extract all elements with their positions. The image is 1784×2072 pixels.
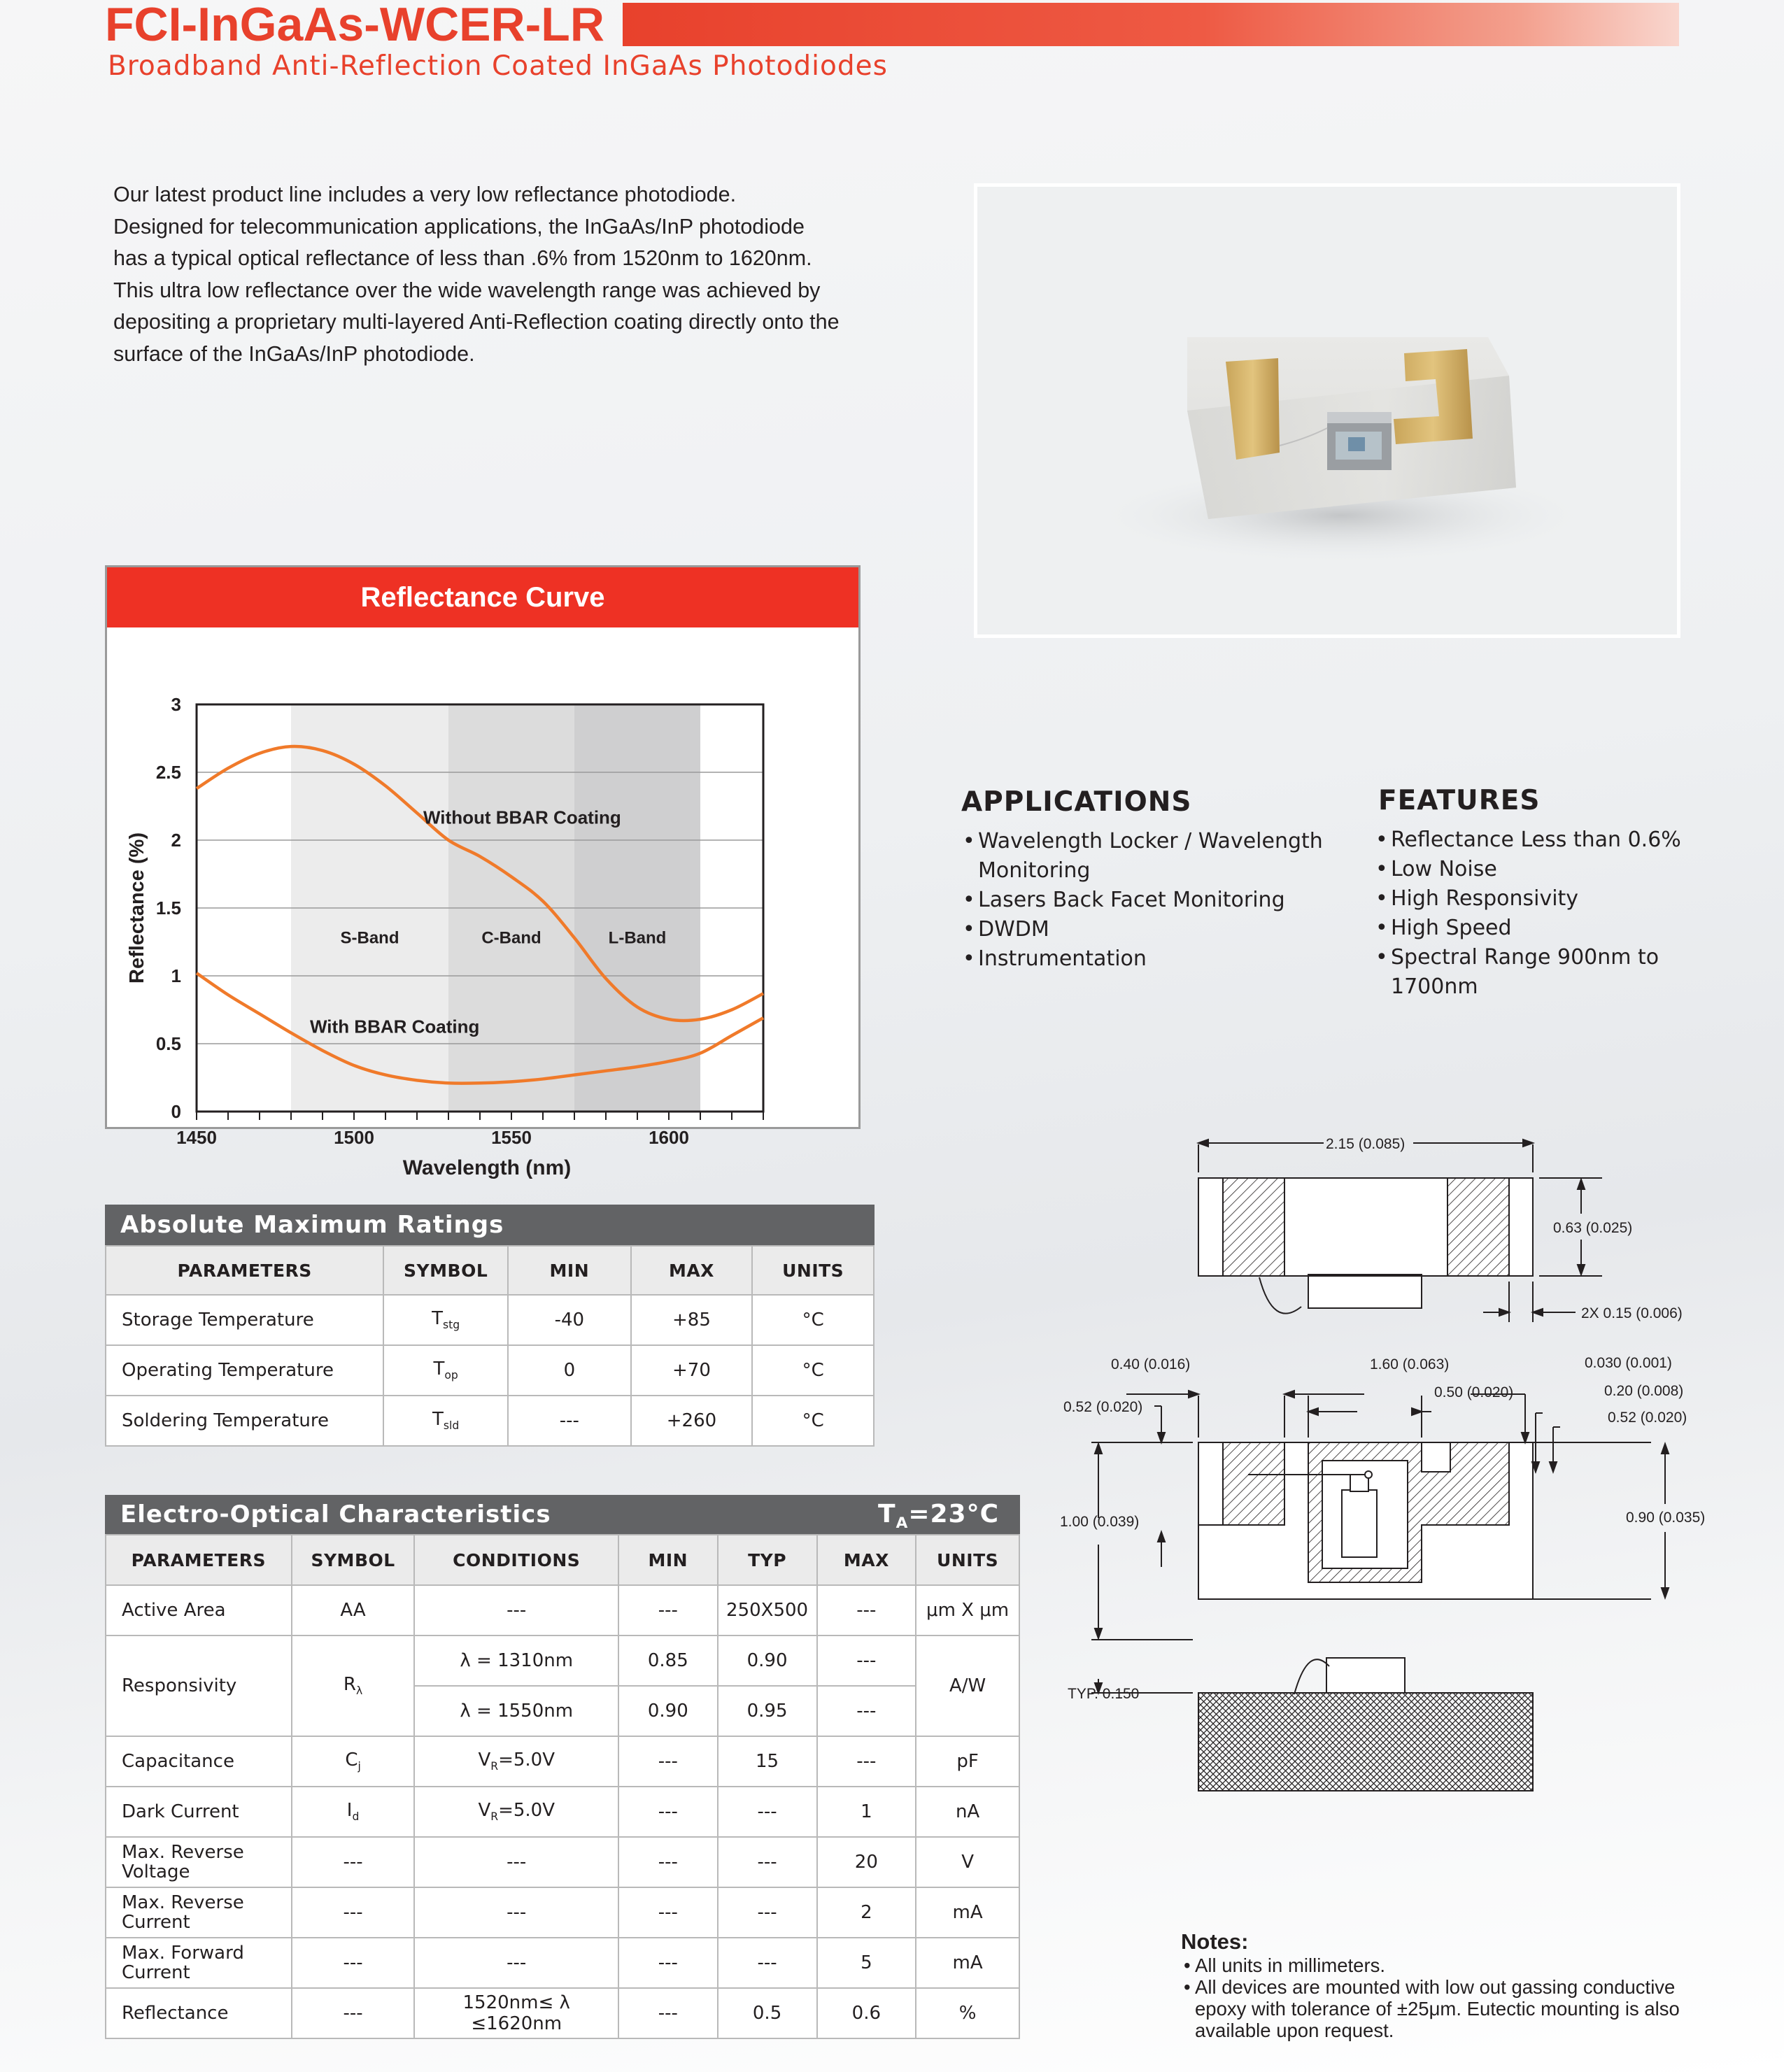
mechanical-drawing [1049, 1119, 1721, 1819]
amr-title: Absolute Maximum Ratings [105, 1205, 875, 1245]
front-view [1091, 1391, 1669, 1640]
eoc-col-units: UNITS [916, 1535, 1019, 1585]
eoc-conditions: --- [414, 1887, 618, 1938]
eoc-max: --- [817, 1635, 916, 1686]
eoc-max: --- [817, 1736, 916, 1787]
y-tick-label: 0.5 [155, 1033, 181, 1054]
x-axis-label: Wavelength (nm) [402, 1156, 572, 1179]
notes-item: • All units in millimeters. [1181, 1954, 1685, 1976]
side-view [1091, 1658, 1533, 1791]
table-row [106, 1988, 1019, 2038]
eoc-min: --- [618, 1988, 718, 2038]
eoc-symbol: --- [292, 1938, 415, 1988]
amr-col-parameters: PARAMETERS [106, 1246, 383, 1295]
table-row [106, 1938, 1019, 1988]
amr-max: +85 [631, 1295, 753, 1345]
intro-line: Our latest product line includes a very low reflectance photodiode. [113, 183, 737, 206]
amr-table [105, 1245, 875, 1447]
band-label: S-Band [340, 928, 399, 948]
eoc-col-conditions: CONDITIONS [414, 1535, 618, 1585]
y-tick-label: 2.5 [155, 762, 181, 783]
eoc-units: % [916, 1988, 1019, 2038]
table-row [106, 1837, 1019, 1887]
features-item: • Reflectance Less than 0.6% [1371, 825, 1693, 855]
eoc-typ: 0.95 [718, 1686, 817, 1736]
table-row [106, 1736, 1019, 1787]
dim-040: 0.40 (0.016) [1111, 1356, 1191, 1372]
dim-typ: TYP. 0.150 [1068, 1686, 1140, 1702]
dim-160: 1.60 (0.063) [1370, 1356, 1450, 1372]
amr-param: Soldering Temperature [106, 1396, 383, 1446]
amr-min: --- [508, 1396, 631, 1446]
eoc-min: --- [618, 1887, 718, 1938]
y-tick-label: 1 [171, 965, 181, 986]
eoc-typ: 0.5 [718, 1988, 817, 2038]
eoc-title-bar [105, 1495, 1020, 1534]
applications-item: • Wavelength Locker / Wavelength Monitoring [958, 827, 1350, 886]
table-row [106, 1585, 1019, 1635]
features-item: • Low Noise [1371, 855, 1693, 884]
eoc-conditions: --- [414, 1837, 618, 1887]
eoc-units: mA [916, 1938, 1019, 1988]
amr-col-max: MAX [631, 1246, 753, 1295]
eoc-param: Active Area [106, 1585, 292, 1635]
eoc-param: Max. Forward Current [106, 1938, 292, 1988]
intro-line: Designed for telecommunication applications, the InGaAs/InP photodiode [113, 214, 805, 239]
eoc-conditions: $V_R=5.0V$ [414, 1787, 618, 1837]
dim-pad: 2X 0.15 (0.006) [1581, 1305, 1683, 1321]
eoc-typ: 0.90 [718, 1635, 817, 1686]
eoc-min: 0.85 [618, 1635, 718, 1686]
chart-title: Reflectance Curve [107, 567, 858, 627]
amr-min: -40 [508, 1295, 631, 1345]
table-row [106, 1787, 1019, 1837]
amr-param: Operating Temperature [106, 1345, 383, 1396]
eoc-title: Electro-Optical Characteristics [120, 1500, 551, 1528]
applications-item: • Instrumentation [958, 944, 1350, 974]
eoc-units: mA [916, 1887, 1019, 1938]
dim-090: 0.90 (0.035) [1626, 1510, 1706, 1526]
eoc-units: μm X μm [916, 1585, 1019, 1635]
eoc-max: --- [817, 1686, 916, 1736]
dim-052-left: 0.52 (0.020) [1063, 1399, 1143, 1415]
eoc-symbol: $I_d$ [292, 1787, 415, 1837]
eoc-typ: --- [718, 1787, 817, 1837]
eoc-min: --- [618, 1837, 718, 1887]
eoc-max: 2 [817, 1887, 916, 1938]
eoc-col-parameters: PARAMETERS [106, 1535, 292, 1585]
intro-line: This ultra low reflectance over the wide wavelength range was achieved by [113, 278, 821, 302]
product-photo [974, 183, 1680, 638]
amr-symbol: $T_{stg}$ [383, 1295, 508, 1345]
absolute-max-ratings [105, 1205, 875, 1447]
features-title: FEATURES [1378, 785, 1541, 816]
dim-020: 0.20 (0.008) [1604, 1383, 1684, 1399]
applications-title: APPLICATIONS [961, 786, 1192, 818]
eoc-symbol: --- [292, 1887, 415, 1938]
eoc-table [105, 1534, 1020, 2039]
amr-col-units: UNITS [752, 1246, 874, 1295]
amr-symbol: $T_{op}$ [383, 1345, 508, 1396]
intro-line: has a typical optical reflectance of less than .6% from 1520nm to 1620nm. [113, 246, 812, 271]
applications-item: • Lasers Back Facet Monitoring [958, 886, 1350, 915]
applications-item: • DWDM [958, 915, 1350, 944]
band-label: L-Band [608, 928, 667, 948]
notes [1181, 1929, 1685, 2041]
eoc-units: V [916, 1837, 1019, 1887]
features-item: • Spectral Range 900nm to 1700nm [1371, 943, 1693, 1002]
eoc-col-min: MIN [618, 1535, 718, 1585]
dim-0030: 0.030 (0.001) [1585, 1355, 1672, 1371]
dim-050: 0.50 (0.020) [1434, 1384, 1514, 1400]
y-axis-label: Reflectance (%) [126, 832, 148, 984]
series-label: With BBAR Coating [310, 1016, 480, 1037]
amr-units: °C [752, 1345, 874, 1396]
eoc-typ: --- [718, 1938, 817, 1988]
y-tick-label: 3 [171, 694, 181, 715]
eoc-conditions: λ = 1310nm [414, 1635, 618, 1686]
eoc-condition: $T_A=23^\circ C$ [878, 1500, 999, 1533]
notes-item: • All devices are mounted with low out gassing conductive epoxy with tolerance of ±25μm. Eutectic mounting is also available upon request. [1181, 1976, 1685, 2041]
eoc-param: Max. Reverse Current [106, 1887, 292, 1938]
title-accent-bar [623, 3, 1679, 46]
eoc-conditions: --- [414, 1938, 618, 1988]
eoc-max: 20 [817, 1837, 916, 1887]
eoc-typ: --- [718, 1887, 817, 1938]
photodiode-package-image [977, 187, 1677, 634]
x-tick-label: 1550 [491, 1127, 532, 1148]
dim-width-top: 2.15 (0.085) [1326, 1136, 1406, 1152]
features-list [1371, 825, 1693, 1002]
electro-optical-characteristics [105, 1495, 1020, 2039]
eoc-typ: --- [718, 1837, 817, 1887]
table-row [106, 1396, 874, 1446]
eoc-param: Capacitance [106, 1736, 292, 1787]
eoc-col-typ: TYP [718, 1535, 817, 1585]
table-row [106, 1635, 1019, 1686]
eoc-symbol: AA [292, 1585, 415, 1635]
eoc-col-symbol: SYMBOL [292, 1535, 415, 1585]
dim-052-right: 0.52 (0.020) [1608, 1410, 1687, 1426]
amr-max: +70 [631, 1345, 753, 1396]
eoc-max: 5 [817, 1938, 916, 1988]
table-row [106, 1887, 1019, 1938]
eoc-conditions: --- [414, 1585, 618, 1635]
amr-symbol: $T_{sld}$ [383, 1396, 508, 1446]
eoc-max: --- [817, 1585, 916, 1635]
band-label: C-Band [481, 928, 541, 948]
x-tick-label: 1500 [334, 1127, 374, 1148]
top-view [1198, 1140, 1602, 1322]
product-title: FCI-InGaAs-WCER-LR [105, 0, 604, 51]
applications-list [958, 827, 1350, 974]
eoc-param: Reflectance [106, 1988, 292, 2038]
amr-param: Storage Temperature [106, 1295, 383, 1345]
eoc-units: nA [916, 1787, 1019, 1837]
x-tick-label: 1600 [649, 1127, 689, 1148]
eoc-units: pF [916, 1736, 1019, 1787]
y-tick-label: 0 [171, 1101, 181, 1122]
dim-100: 1.00 (0.039) [1060, 1514, 1140, 1530]
amr-col-symbol: SYMBOL [383, 1246, 508, 1295]
eoc-units: A/W [916, 1635, 1019, 1736]
eoc-min: --- [618, 1787, 718, 1837]
amr-max: +260 [631, 1396, 753, 1446]
amr-units: °C [752, 1396, 874, 1446]
eoc-symbol: $R_\lambda$ [292, 1635, 415, 1736]
intro-line: depositing a proprietary multi-layered Anti-Reflection coating directly onto the [113, 310, 840, 334]
x-tick-label: 1450 [176, 1127, 217, 1148]
notes-title: Notes: [1181, 1929, 1249, 1954]
eoc-param: Dark Current [106, 1787, 292, 1837]
amr-col-min: MIN [508, 1246, 631, 1295]
y-tick-label: 2 [171, 830, 181, 851]
eoc-conditions: 1520nm≤ λ ≤1620nm [414, 1988, 618, 2038]
eoc-symbol: --- [292, 1837, 415, 1887]
intro-line: surface of the InGaAs/InP photodiode. [113, 341, 475, 366]
amr-header-row [106, 1246, 874, 1295]
table-row [106, 1295, 874, 1345]
features-item: • High Responsivity [1371, 884, 1693, 914]
eoc-typ: 250X500 [718, 1585, 817, 1635]
product-subtitle: Broadband Anti-Reflection Coated InGaAs Photodiodes [108, 50, 888, 82]
eoc-symbol: --- [292, 1988, 415, 2038]
eoc-conditions: $V_R=5.0V$ [414, 1736, 618, 1787]
y-tick-label: 1.5 [155, 897, 181, 918]
reflectance-chart-panel [105, 565, 861, 1179]
eoc-conditions: λ = 1550nm [414, 1686, 618, 1736]
eoc-typ: 15 [718, 1736, 817, 1787]
amr-min: 0 [508, 1345, 631, 1396]
eoc-min: --- [618, 1938, 718, 1988]
series-label: Without BBAR Coating [423, 807, 621, 828]
features-item: • High Speed [1371, 914, 1693, 943]
eoc-max: 1 [817, 1787, 916, 1837]
table-row [106, 1345, 874, 1396]
eoc-param: Responsivity [106, 1635, 292, 1736]
notes-list [1181, 1954, 1685, 2041]
eoc-min: --- [618, 1585, 718, 1635]
amr-units: °C [752, 1295, 874, 1345]
reflectance-chart [107, 627, 858, 1179]
intro-paragraph [113, 179, 883, 371]
eoc-param: Max. Reverse Voltage [106, 1837, 292, 1887]
dim-height-top: 0.63 (0.025) [1553, 1220, 1633, 1236]
eoc-min: 0.90 [618, 1686, 718, 1736]
eoc-min: --- [618, 1736, 718, 1787]
eoc-col-max: MAX [817, 1535, 916, 1585]
eoc-max: 0.6 [817, 1988, 916, 2038]
eoc-symbol: $C_j$ [292, 1736, 415, 1787]
